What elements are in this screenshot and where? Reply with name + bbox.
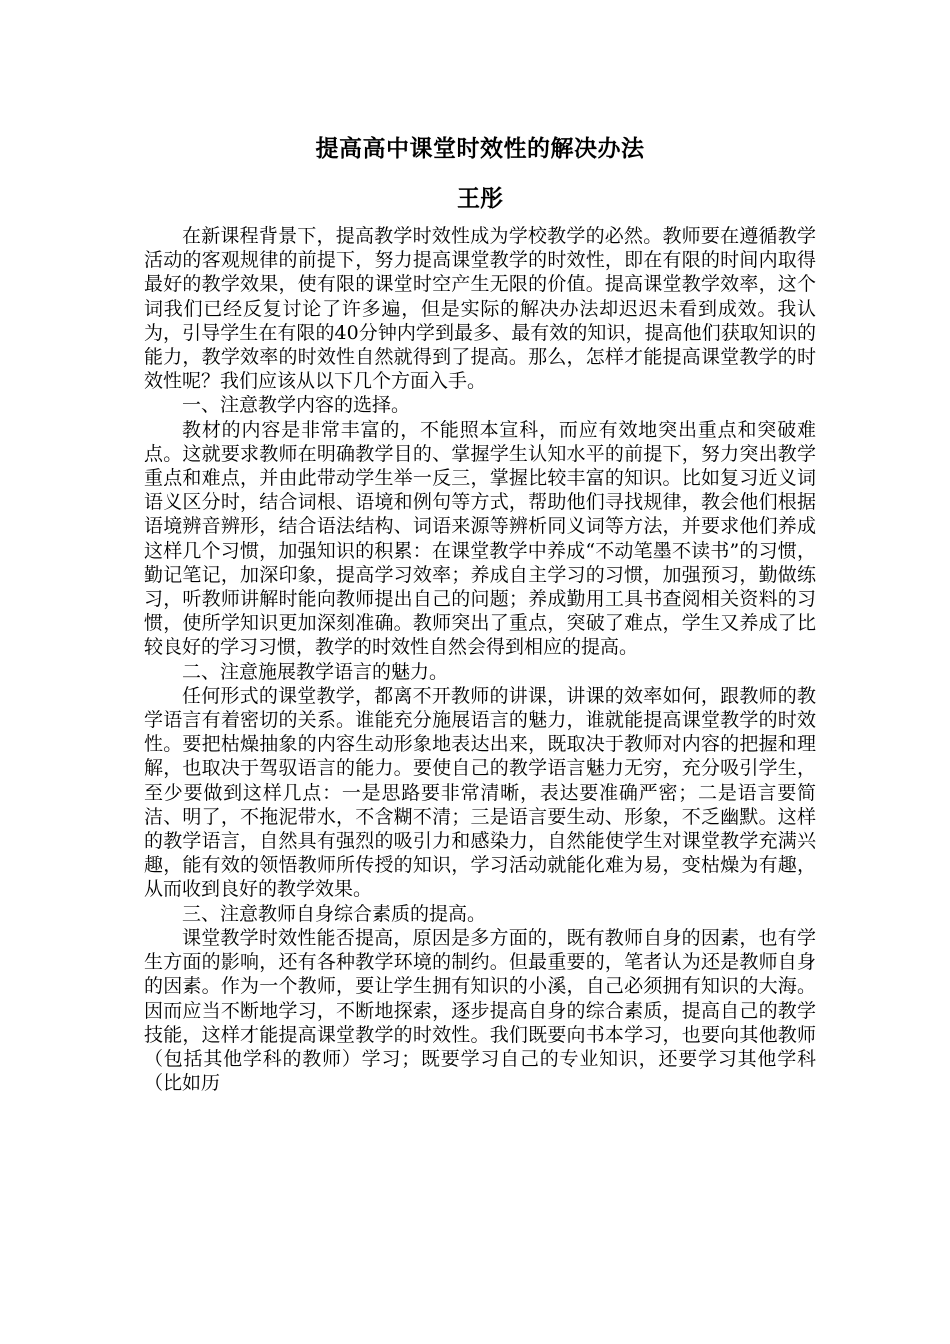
- section-paragraph-2: 任何形式的课堂教学，都离不开教师的讲课，讲课的效率如何，跟教师的教学语言有着密切的关系。谁能充分施展语言的魅力，谁就能提高课堂教学的时效性。要把枯燥抽象的内容生动形象地表达出来，既取决于教师对内容的把握和理解，也取决于驾驭语言的能力。要使自己的教学语言魅力无穷，充分吸引学生，至少要做到这样几点：一是思路要非常清晰，表达要准确严密；二是语言要简洁、明了，不拖泥带水，不含糊不清；三是语言要生动、形象，不乏幽默。这样的教学语言，自然具有强烈的吸引力和感染力，自然能使学生对课堂教学充满兴趣，能有效的领悟教师所传授的知识，学习活动就能化难为易，变枯燥为有趣，从而收到良好的教学效果。: [144, 684, 816, 901]
- document-title: 提高高中课堂时效性的解决办法: [315, 136, 645, 162]
- section-paragraph-3: 课堂教学时效性能否提高，原因是多方面的，既有教师自身的因素，也有学生方面的影响，还有各种教学环境的制约。但最重要的，笔者认为还是教师自身的因素。作为一个教师，要让学生拥有知识的小溪，自己必须拥有知识的大海。因而应当不断地学习，不断地探索，逐步提高自身的综合素质，提高自己的教学技能，这样才能提高课堂教学的时效性。我们既要向书本学习，也要向其他教师（包括其他学科的教师）学习；既要学习自己的专业知识，还要学习其他学科（比如历: [144, 926, 816, 1095]
- section-paragraph-1: 教材的内容是非常丰富的，不能照本宣科，而应有效地突出重点和突破难点。这就要求教师在明确教学目的、掌握学生认知水平的前提下，努力突出教学重点和难点，并由此带动学生举一反三，掌握比较丰富的知识。比如复习近义词语义区分时，结合词根、语境和例句等方式，帮助他们寻找规律，教会他们根据语境辨音辨形，结合语法结构、词语来源等辨析同义词等方法，并要求他们养成这样几个习惯，加强知识的积累：在课堂教学中养成“不动笔墨不读书”的习惯，勤记笔记，加深印象，提高学习效率；养成自主学习的习惯，加强预习，勤做练习，听教师讲解时能向教师提出自己的问题；养成勤用工具书查阅相关资料的习惯，使所学知识更加深刻准确。教师突出了重点，突破了难点，学生又养成了比较良好的学习习惯，教学的时效性自然会得到相应的提高。: [144, 418, 816, 659]
- document-page: [144, 132, 816, 1095]
- section-heading-3: 三、注意教师自身综合素质的提高。: [182, 902, 487, 925]
- document-body: [144, 224, 816, 1095]
- document-author: 王彤: [457, 186, 503, 212]
- section-heading-2: 二、注意施展教学语言的魅力。: [182, 660, 449, 683]
- section-heading-1: 一、注意教学内容的选择。: [182, 394, 411, 417]
- intro-paragraph: 在新课程背景下，提高教学时效性成为学校教学的必然。教师要在遵循教学活动的客观规律的前提下，努力提高课堂教学的时效性，即在有限的时间内取得最好的教学效果，使有限的课堂时空产生无限的价值。提高课堂教学效率，这个词我们已经反复讨论了许多遍，但是实际的解决办法却迟迟未看到成效。我认为，引导学生在有限的40分钟内学到最多、最有效的知识，提高他们获取知识的能力，教学效率的时效性自然就得到了提高。那么，怎样才能提高课堂教学的时效性呢？我们应该从以下几个方面入手。: [144, 225, 816, 393]
